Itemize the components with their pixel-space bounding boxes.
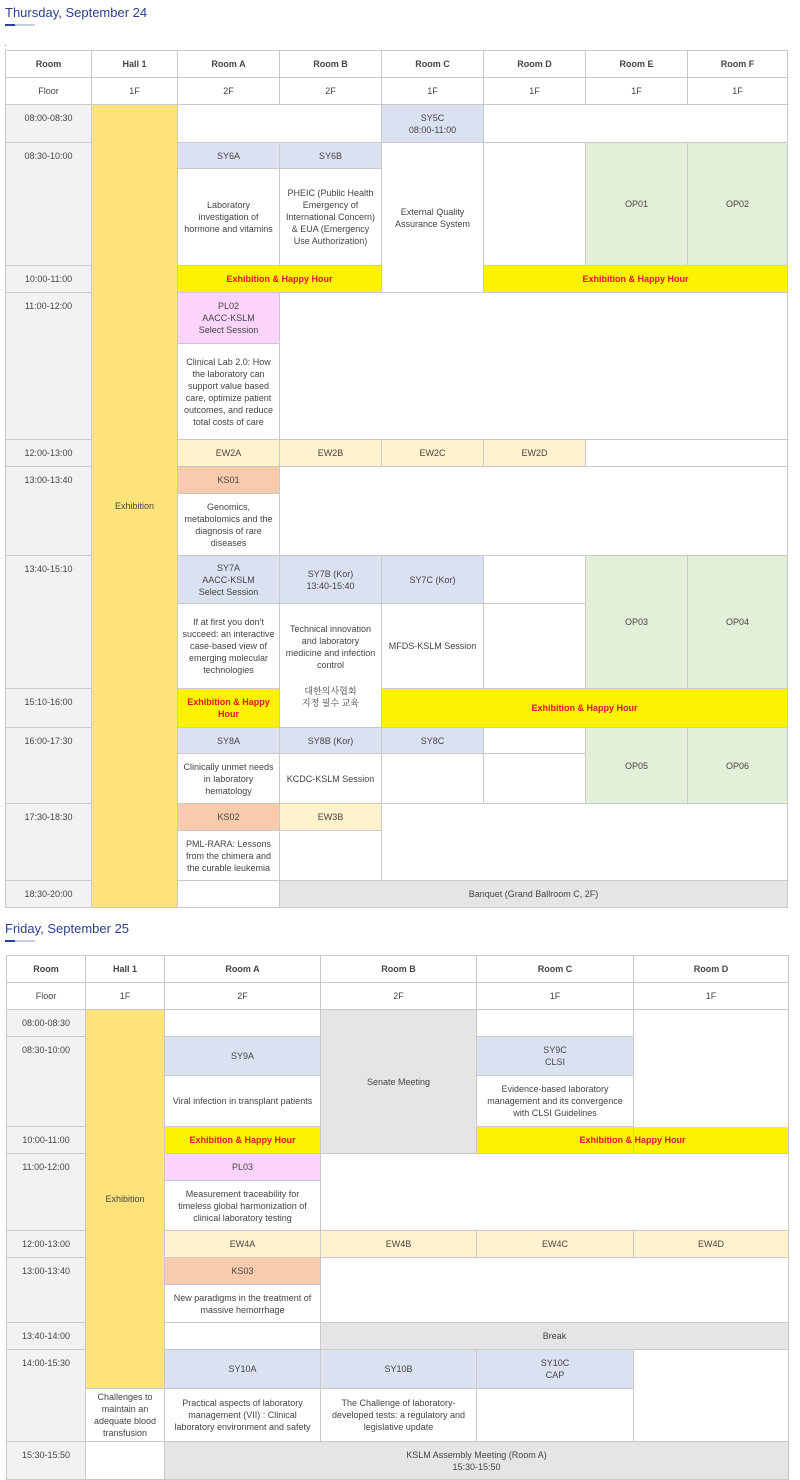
session-sy6a: SY6A [178,143,280,169]
time-slot: 11:00-12:00 [7,1154,86,1231]
col-header-room-b: Room B [280,51,382,78]
col-header-room: Room [7,956,86,983]
floor-room-f: 1F [688,78,788,105]
empty-cell [382,754,484,804]
empty-cell [86,1442,165,1480]
session-op05: OP05 [586,728,688,804]
session-ew2c: EW2C [382,440,484,467]
session-sy7a: SY7A AACC-KSLM Select Session [178,556,280,604]
happy-hour-banner: Exhibition & Happy Hour [165,1127,321,1154]
empty-cell [586,440,788,467]
empty-cell [484,143,586,266]
session-ew4c: EW4C [477,1231,634,1258]
session-sy10b: SY10B [321,1350,477,1389]
col-header-room-d: Room D [484,51,586,78]
topic-pl03: Measurement traceability for timeless global harmonization of clinical laboratory testing [165,1181,321,1231]
time-slot: 16:00-17:30 [6,728,92,804]
session-ks03: KS03 [165,1258,321,1285]
topic-sy10b: Practical aspects of laboratory management (VII) : Clinical laboratory environment and safety [165,1389,321,1442]
hall1-exhibition: Exhibition [92,105,178,908]
session-sy8b: SY8B (Kor) [280,728,382,754]
col-header-room-c: Room C [382,51,484,78]
session-sy10c: SY10C CAP [477,1350,634,1389]
topic-sy9c: Evidence-based laboratory management and its convergence with CLSI Guidelines [477,1076,634,1127]
senate-meeting: Senate Meeting [321,1010,477,1154]
empty-cell [484,604,586,689]
time-slot: 10:00-11:00 [7,1127,86,1154]
time-slot: 13:40-15:10 [6,556,92,689]
topic-ks01: Genomics, metabolomics and the diagnosis of rare diseases [178,494,280,556]
empty-cell [178,105,382,143]
session-ew2a: EW2A [178,440,280,467]
session-pl03: PL03 [165,1154,321,1181]
hall1-exhibition: Exhibition [86,1010,165,1389]
empty-cell [280,293,788,440]
empty-cell [280,467,788,556]
topic-ks03: New paradigms in the treatment of massive hemorrhage [165,1285,321,1323]
happy-hour-banner: Exhibition & Happy Hour [382,689,788,728]
col-header-room-c: Room C [477,956,634,983]
session-sy8c: SY8C [382,728,484,754]
session-op06: OP06 [688,728,788,804]
topic-sy7a: If at first you don't succeed: an interactive case-based view of emerging molecular technologies [178,604,280,689]
session-room-c-eqa: External Quality Assurance System [382,143,484,293]
topic-sy6b: PHEIC (Public Health Emergency of International Concern) & EUA (Emergency Use Authorization) [280,169,382,266]
time-slot: 08:30-10:00 [6,143,92,266]
col-header-room-b: Room B [321,956,477,983]
col-header-room-a: Room A [178,51,280,78]
time-slot: 15:10-16:00 [6,689,92,728]
session-sy9c: SY9C CLSI [477,1037,634,1076]
day2-title-underline [5,940,35,942]
time-slot: 13:00-13:40 [7,1258,86,1323]
floor-hall1: 1F [92,78,178,105]
floor-room-b: 2F [321,983,477,1010]
time-slot: 14:00-15:30 [7,1350,86,1442]
day1-title: Thursday, September 24 [5,5,148,20]
session-sy7b: SY7B (Kor) 13:40-15:40 [280,556,382,604]
empty-cell [321,1258,789,1323]
time-slot: 08:00-08:30 [6,105,92,143]
session-op02: OP02 [688,143,788,266]
session-sy5c: SY5C 08:00-11:00 [382,105,484,143]
session-ks01: KS01 [178,467,280,494]
col-header-room-e: Room E [586,51,688,78]
session-ew2d: EW2D [484,440,586,467]
session-op03: OP03 [586,556,688,689]
empty-cell [165,1323,321,1350]
session-sy8a: SY8A [178,728,280,754]
time-slot: 13:00-13:40 [6,467,92,556]
floor-room-d: 1F [484,78,586,105]
session-op01: OP01 [586,143,688,266]
col-header-hall1: Hall 1 [92,51,178,78]
happy-hour-banner: Exhibition & Happy Hour [477,1127,789,1154]
empty-cell [477,1010,634,1037]
happy-hour-banner: Exhibition & Happy Hour [484,266,788,293]
time-slot: 18:30-20:00 [6,881,92,908]
col-header-room-d: Room D [634,956,789,983]
session-sy7c: SY7C (Kor) [382,556,484,604]
time-slot: 15:30-15:50 [7,1442,86,1480]
session-sy9a: SY9A [165,1037,321,1076]
empty-cell [280,831,382,881]
topic-sy10c: The Challenge of laboratory-developed tests: a regulatory and legislative update [321,1389,477,1442]
floor-room-c: 1F [477,983,634,1010]
session-ew4a: EW4A [165,1231,321,1258]
empty-cell [634,1350,789,1442]
session-op04: OP04 [688,556,788,689]
session-ew4d: EW4D [634,1231,789,1258]
topic-sy8b: KCDC-KSLM Session [280,754,382,804]
floor-room-e: 1F [586,78,688,105]
empty-cell [321,1154,789,1231]
divider-dot [5,45,6,46]
col-header-hall1: Hall 1 [86,956,165,983]
happy-hour-banner: Exhibition & Happy Hour [178,266,382,293]
topic-sy7b [280,604,382,728]
empty-cell [484,556,586,604]
day1-schedule-table [5,50,788,908]
floor-label: Floor [7,983,86,1010]
topic-sy7b-korean: 대한의사협회 지정 필수 교육 [301,685,360,708]
floor-room-d: 1F [634,983,789,1010]
session-ks02: KS02 [178,804,280,831]
topic-sy9a: Viral infection in transplant patients [165,1076,321,1127]
floor-room-b: 2F [280,78,382,105]
topic-sy7c: MFDS-KSLM Session [382,604,484,689]
time-slot: 11:00-12:00 [6,293,92,440]
topic-sy6a: Laboratory investigation of hormone and vitamins [178,169,280,266]
col-header-room-f: Room F [688,51,788,78]
day1-title-underline [5,24,35,26]
topic-pl02: Clinical Lab 2.0: How the laboratory can support value based care, optimize patient outcomes, and reduce total costs of care [178,344,280,440]
time-slot: 08:00-08:30 [7,1010,86,1037]
break-banner: Break [321,1323,789,1350]
empty-cell [165,1010,321,1037]
floor-label: Floor [6,78,92,105]
session-sy6b: SY6B [280,143,382,169]
floor-hall1: 1F [86,983,165,1010]
empty-cell [382,804,788,881]
topic-ks02: PML-RARA: Lessons from the chimera and the curable leukemia [178,831,280,881]
session-pl02: PL02 AACC-KSLM Select Session [178,293,280,344]
empty-cell [484,754,586,804]
floor-room-a: 2F [178,78,280,105]
session-ew2b: EW2B [280,440,382,467]
session-ew4b: EW4B [321,1231,477,1258]
time-slot: 17:30-18:30 [6,804,92,881]
col-header-room-a: Room A [165,956,321,983]
topic-sy7b-title: Technical innovation and laboratory medicine and infection control [285,623,376,670]
empty-cell [484,728,586,754]
assembly-meeting-banner: KSLM Assembly Meeting (Room A) 15:30-15:50 [165,1442,789,1480]
day2-schedule-table [6,955,789,1480]
floor-room-a: 2F [165,983,321,1010]
banquet-banner: Banquet (Grand Ballroom C, 2F) [280,881,788,908]
session-sy10a: SY10A [165,1350,321,1389]
time-slot: 08:30-10:00 [7,1037,86,1127]
topic-sy10a: Challenges to maintain an adequate blood transfusion [86,1389,165,1442]
empty-cell [178,881,280,908]
topic-sy8a: Clinically unmet needs in laboratory hematology [178,754,280,804]
day2-title: Friday, September 25 [5,921,130,936]
time-slot: 12:00-13:00 [7,1231,86,1258]
time-slot: 10:00-11:00 [6,266,92,293]
time-slot: 12:00-13:00 [6,440,92,467]
empty-cell [484,105,788,143]
floor-room-c: 1F [382,78,484,105]
time-slot: 13:40-14:00 [7,1323,86,1350]
happy-hour-banner: Exhibition & Happy Hour [178,689,280,728]
session-ew3b: EW3B [280,804,382,831]
col-header-room: Room [6,51,92,78]
